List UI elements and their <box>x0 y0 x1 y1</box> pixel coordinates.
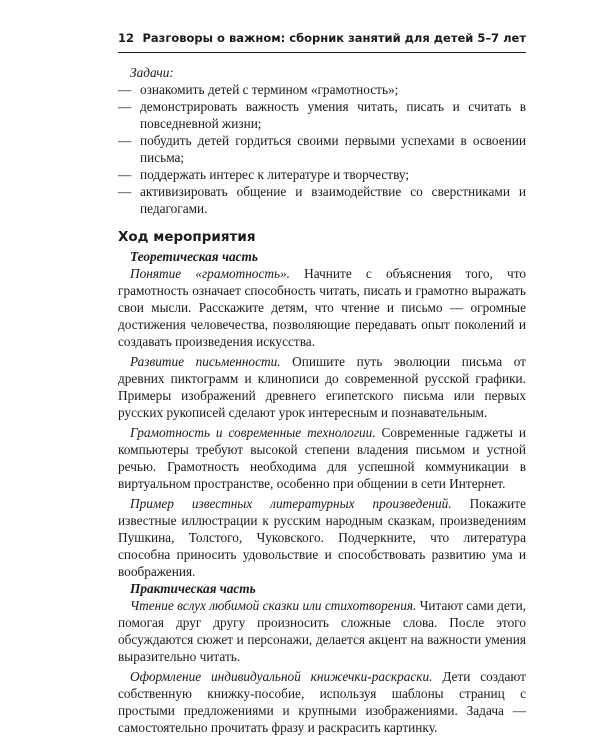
task-text: активизировать общение и взаимодействие со сверстниками и педагогами. <box>140 184 526 216</box>
task-text: поддержать интерес к литературе и творчеству; <box>140 167 410 182</box>
paragraph-text: Опишите путь эволюции письма от древних пиктограмм и клинописи до современной русской графики. Примеры изображений древнего египетского письма или первых русских рукописей сделают урок интересным и познавательным. <box>118 354 526 420</box>
paragraph-text: Читают сами дети, помогая друг другу произносить сложные слова. После этого обсуждаются сюжет и персонажи, делается акцент на важности умения выразительно читать. <box>118 598 527 664</box>
tasks-label: Задачи: <box>130 65 174 80</box>
paragraph <box>118 668 526 736</box>
list-item <box>118 81 526 98</box>
paragraph-text: Начните с объяснения того, что грамотность означает способность читать, писать и грамотно выражать свои мысли. Расскажите детям, что чтение и письмо — огромные достижения человечества, позволяющие передавать опыт поколений и создавать произведения искусства. <box>118 266 526 349</box>
page-number: 12 <box>118 31 135 45</box>
subsection-heading-practice: Практическая часть <box>130 581 256 596</box>
task-text: демонстрировать важность умения читать, писать и считать в повседневной жизни; <box>140 99 526 131</box>
paragraph <box>118 597 526 665</box>
subsection-heading-theory: Теоретическая часть <box>130 249 258 264</box>
paragraph-term: Развитие письменности. <box>130 354 281 369</box>
section-heading-event: Ход мероприятия <box>118 229 256 245</box>
list-item <box>118 132 526 166</box>
paragraph-term: Понятие «грамотность». <box>130 266 290 281</box>
task-list <box>118 81 526 217</box>
paragraph <box>118 495 526 580</box>
task-text: побудить детей гордиться своими первыми успехами в освоении письма; <box>140 133 526 165</box>
paragraph-term: Пример известных литературных произведений. <box>130 496 452 511</box>
dash-bullet: — <box>118 82 132 97</box>
dash-bullet: — <box>118 99 132 114</box>
paragraph-text: Дети создают собственную книжку-пособие, используя шаблоны страниц с простыми предложениями и крупными изображениями. Задача — самостоятельно прочитать фразу и раскрасить картинку. <box>118 669 526 735</box>
dash-bullet: — <box>118 167 132 182</box>
running-title: Разговоры о важном: сборник занятий для детей 5–7 лет <box>142 31 526 45</box>
list-item <box>118 98 526 132</box>
page-body <box>118 64 526 736</box>
dash-bullet: — <box>118 184 132 199</box>
task-text: ознакомить детей с термином «грамотность»; <box>140 82 399 97</box>
paragraph <box>118 424 526 492</box>
paragraph-term: Грамотность и современные технологии. <box>130 425 376 440</box>
paragraph-text: Современные гаджеты и компьютеры требуют высокой степени владения письмом и устной речью. Грамотность необходима для успешной коммуникации в виртуальном пространстве, особенно при общении в сети Интернет. <box>118 425 526 491</box>
dash-bullet: — <box>118 133 132 148</box>
paragraph <box>118 353 526 421</box>
paragraph-text: Покажите известные иллюстрации к русским народным сказкам, произведениям Пушкина, Толстого, Чуковского. Подчеркните, что литература способна приносить удовольствие и способствовать развитию ума и воображения. <box>118 496 526 579</box>
paragraph-term: Чтение вслух любимой сказки или стихотворения. <box>130 598 417 613</box>
list-item <box>118 166 526 183</box>
paragraph <box>118 265 526 350</box>
paragraph-term: Оформление индивидуальной книжечки-раскраски. <box>130 669 433 684</box>
list-item <box>118 183 526 217</box>
page-header <box>118 28 526 53</box>
